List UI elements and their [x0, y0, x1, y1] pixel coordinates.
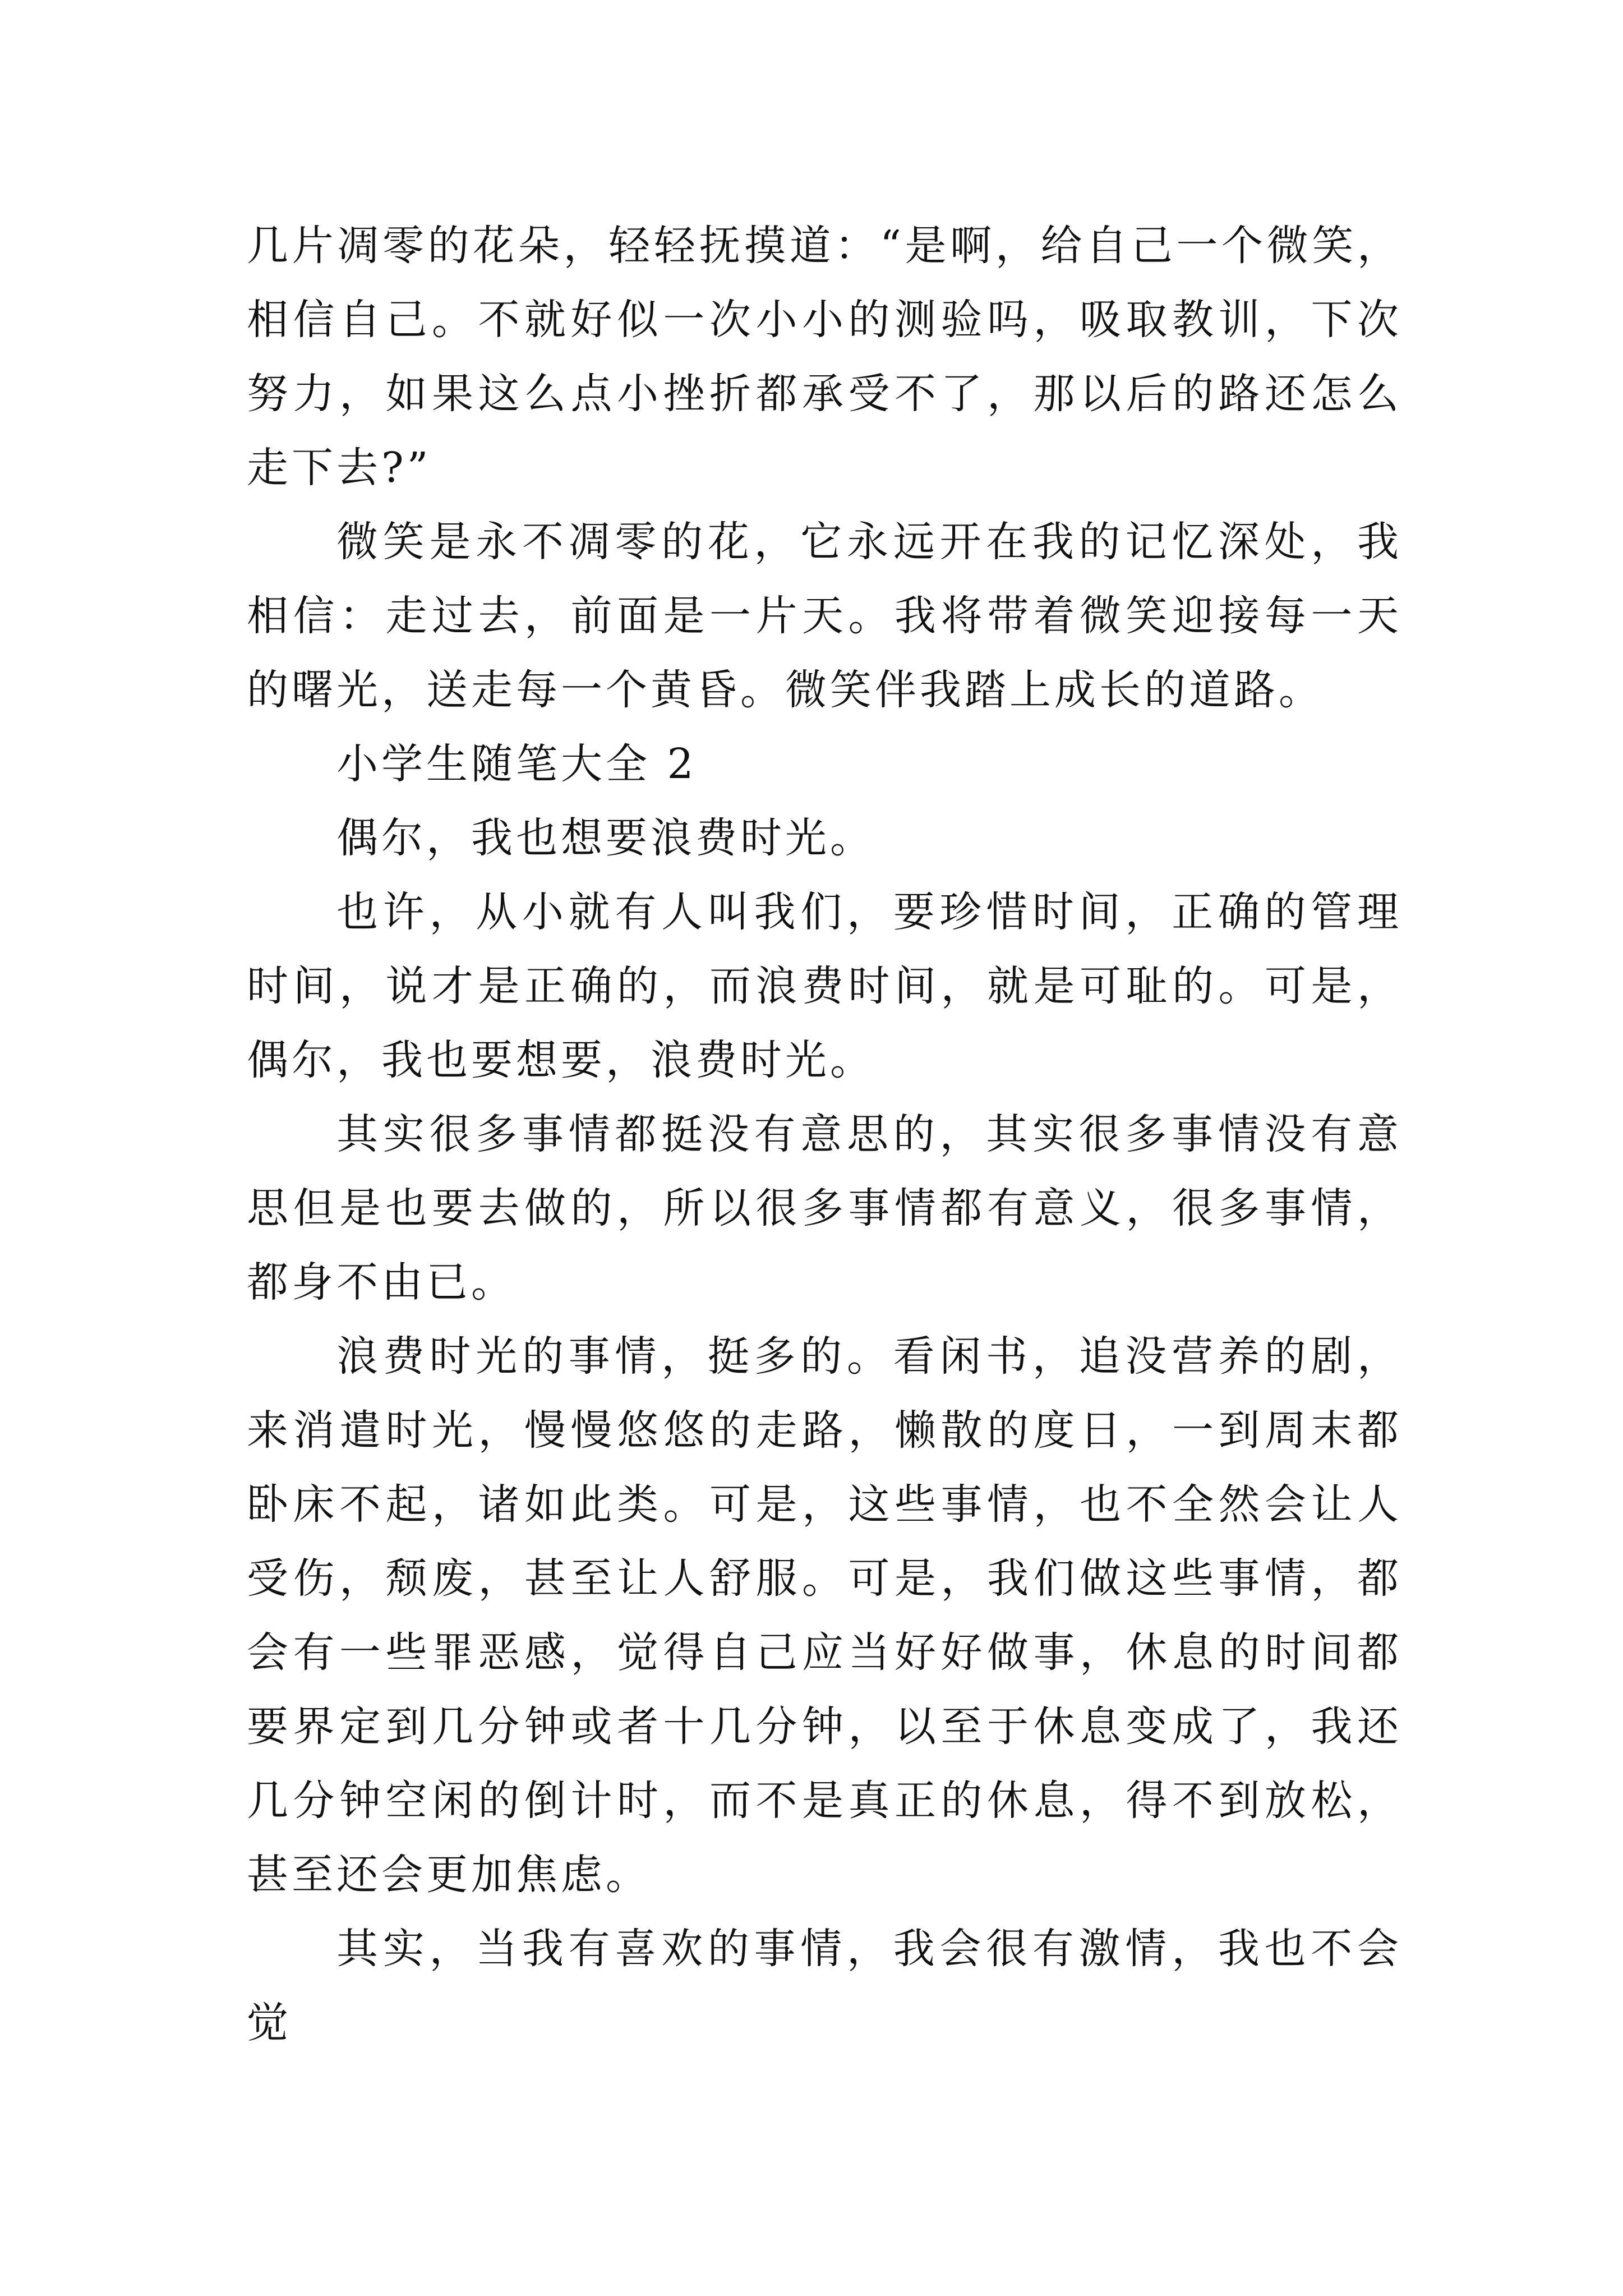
paragraph-continuation: 几片凋零的花朵，轻轻抚摸道：“是啊，给自己一个微笑，相信自己。不就好似一次小小的测验吗，吸取教训，下次努力，如果这么点小挫折都承受不了，那以后的路还怎么走下去?” [247, 222, 1402, 492]
paragraph: 偶尔，我也想要浪费时光。 [336, 814, 875, 862]
section-heading: 小学生随笔大全 2 [336, 740, 697, 788]
document-body [247, 209, 1402, 2060]
paragraph: 微笑是永不凋零的花，它永远开在我的记忆深处，我相信：走过去，前面是一片天。我将带着微笑迎接每一天的曙光，送走每一个黄昏。微笑伴我踏上成长的道路。 [247, 518, 1402, 714]
paragraph: 其实很多事情都挺没有意思的，其实很多事情没有意思但是也要去做的，所以很多事情都有意义，很多事情，都身不由已。 [247, 1110, 1402, 1306]
paragraph: 其实，当我有喜欢的事情，我会很有激情，我也不会觉 [247, 1925, 1402, 2047]
paragraph: 浪费时光的事情，挺多的。看闲书，追没营养的剧，来消遣时光，慢慢悠悠的走路，懒散的度日，一到周末都卧床不起，诸如此类。可是，这些事情，也不全然会让人受伤，颓废，甚至让人舒服。可是，我们做这些事情，都会有一些罪恶感，觉得自己应当好好做事，休息的时间都要界定到几分钟或者十几分钟，以至于休息变成了，我还几分钟空闲的倒计时，而不是真正的休息，得不到放松，甚至还会更加焦虑。 [247, 1332, 1402, 1899]
paragraph: 也许，从小就有人叫我们，要珍惜时间，正确的管理时间，说才是正确的，而浪费时间，就是可耻的。可是，偶尔，我也要想要，浪费时光。 [247, 888, 1402, 1084]
